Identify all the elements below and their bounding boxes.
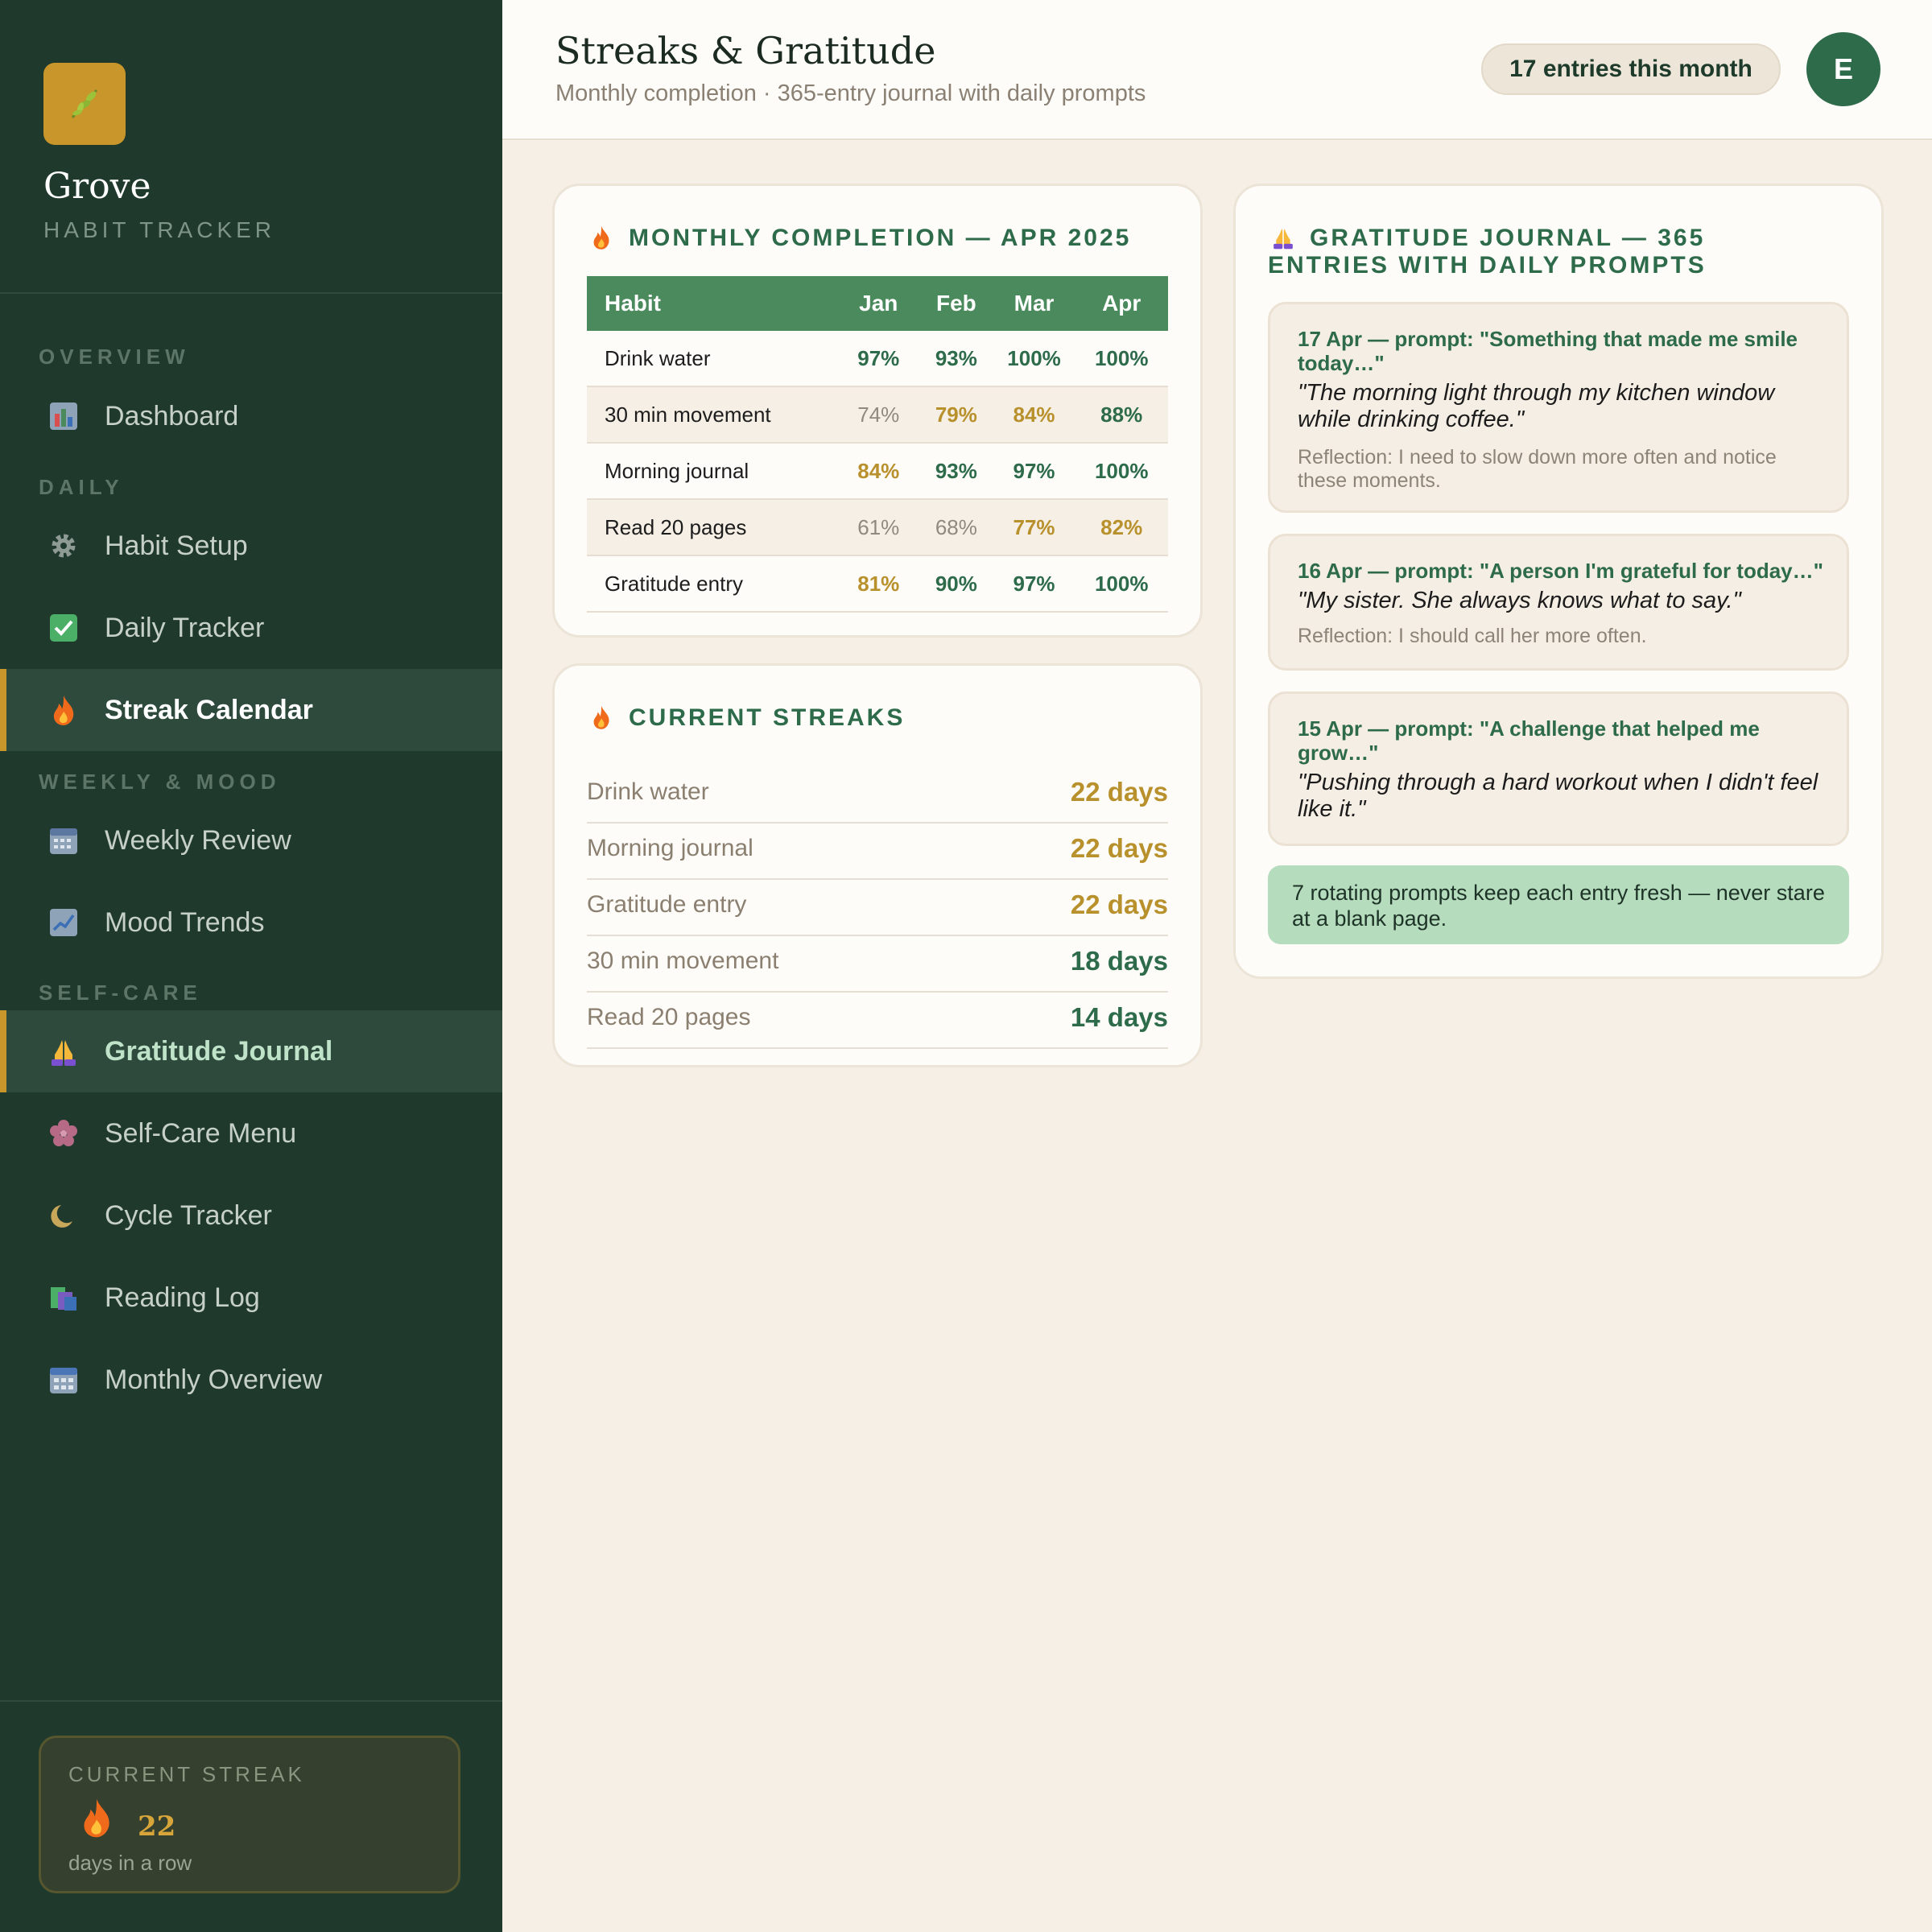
sidebar-divider bbox=[0, 1700, 502, 1702]
sidebar-item-label: Daily Tracker bbox=[105, 612, 265, 643]
section-label-self-care: SELF-CARE bbox=[39, 980, 202, 1005]
completion-value-cell: 84% bbox=[837, 443, 919, 499]
streak-days-value: 14 days bbox=[1070, 1002, 1168, 1032]
completion-value-cell: 61% bbox=[837, 499, 919, 555]
sidebar-item-daily-tracker[interactable] bbox=[0, 587, 502, 669]
completion-value-cell: 82% bbox=[1075, 499, 1168, 555]
fire-icon bbox=[47, 693, 80, 727]
sidebar-item-label: Weekly Review bbox=[105, 824, 291, 856]
habit-name-cell: Gratitude entry bbox=[587, 555, 837, 612]
streak-days-value: 22 days bbox=[1070, 833, 1168, 863]
sidebar-item-self-care-menu[interactable] bbox=[0, 1092, 502, 1174]
completion-value-cell: 100% bbox=[993, 331, 1075, 386]
completion-value-cell: 77% bbox=[993, 499, 1075, 555]
table-row bbox=[587, 331, 1168, 386]
habit-name-cell: Read 20 pages bbox=[587, 499, 837, 555]
entry-prompt: 15 Apr — prompt: "A challenge that helped me grow…" bbox=[1298, 716, 1760, 765]
brand-subtitle: HABIT TRACKER bbox=[43, 217, 276, 242]
sidebar-item-label: Habit Setup bbox=[105, 530, 248, 561]
current-streak-widget bbox=[39, 1736, 460, 1893]
fire-icon bbox=[78, 1796, 115, 1839]
current-streak-label: CURRENT STREAK bbox=[68, 1762, 305, 1786]
column-header: Apr bbox=[1075, 276, 1168, 331]
streak-row bbox=[587, 878, 1168, 936]
completion-value-cell: 100% bbox=[1075, 555, 1168, 612]
completion-value-cell: 100% bbox=[1075, 331, 1168, 386]
sidebar-item-label: Mood Trends bbox=[105, 906, 265, 938]
brand-name: Grove bbox=[43, 166, 151, 207]
trend-chart-icon bbox=[47, 906, 80, 939]
sidebar-item-label: Self-Care Menu bbox=[105, 1117, 297, 1149]
sidebar bbox=[0, 0, 502, 1932]
sidebar-item-mood-trends[interactable] bbox=[0, 881, 502, 964]
header bbox=[502, 0, 1932, 140]
column-header: Habit bbox=[587, 276, 837, 331]
habit-name-cell: Drink water bbox=[587, 331, 837, 386]
sidebar-item-reading-log[interactable] bbox=[0, 1257, 502, 1339]
table-row bbox=[587, 555, 1168, 612]
section-label-daily: DAILY bbox=[39, 475, 124, 499]
table-row bbox=[587, 499, 1168, 555]
column-header: Feb bbox=[919, 276, 993, 331]
completion-value-cell: 88% bbox=[1075, 386, 1168, 443]
praying-hands-icon bbox=[47, 1034, 80, 1068]
entry-reflection: Reflection: I need to slow down more often and notice these moments. bbox=[1298, 446, 1777, 492]
streak-row bbox=[587, 991, 1168, 1049]
entry-reflection: Reflection: I should call her more often. bbox=[1298, 625, 1647, 647]
page-title: Streaks & Gratitude bbox=[555, 29, 936, 72]
checkmark-icon bbox=[47, 611, 80, 645]
current-streak-caption: days in a row bbox=[68, 1851, 192, 1875]
completion-value-cell: 97% bbox=[993, 555, 1075, 612]
entries-count-badge: 17 entries this month bbox=[1481, 43, 1781, 95]
sidebar-item-label: Dashboard bbox=[105, 400, 239, 431]
table-header-row bbox=[587, 276, 1168, 331]
sidebar-item-gratitude-journal[interactable] bbox=[0, 1010, 502, 1092]
sidebar-item-streak-calendar[interactable] bbox=[0, 669, 502, 751]
streak-row bbox=[587, 766, 1168, 824]
table-row bbox=[587, 443, 1168, 499]
monthly-completion-title: MONTHLY COMPLETION — APR 2025 bbox=[629, 225, 1132, 251]
sidebar-item-label: Streak Calendar bbox=[105, 694, 313, 725]
streak-days-value: 22 days bbox=[1070, 890, 1168, 919]
completion-value-cell: 84% bbox=[993, 386, 1075, 443]
monthly-completion-card bbox=[552, 184, 1203, 638]
page-subtitle: Monthly completion · 365-entry journal with daily prompts bbox=[555, 80, 1146, 106]
fire-icon bbox=[590, 704, 613, 730]
completion-value-cell: 90% bbox=[919, 555, 993, 612]
sidebar-item-label: Cycle Tracker bbox=[105, 1199, 272, 1231]
streak-row bbox=[587, 935, 1168, 993]
sidebar-divider bbox=[0, 292, 502, 294]
calendar-grid-icon bbox=[47, 1363, 80, 1397]
streak-habit-name: Morning journal bbox=[587, 835, 753, 861]
streak-days-value: 22 days bbox=[1070, 777, 1168, 807]
completion-value-cell: 100% bbox=[1075, 443, 1168, 499]
sidebar-item-label: Gratitude Journal bbox=[105, 1035, 333, 1067]
column-header: Jan bbox=[837, 276, 919, 331]
sidebar-item-label: Monthly Overview bbox=[105, 1364, 323, 1395]
sidebar-item-cycle-tracker[interactable] bbox=[0, 1174, 502, 1257]
bar-chart-icon bbox=[47, 399, 80, 433]
habit-name-cell: 30 min movement bbox=[587, 386, 837, 443]
entry-quote: "My sister. She always knows what to say." bbox=[1298, 588, 1741, 613]
streak-habit-name: Drink water bbox=[587, 778, 709, 805]
calendar-icon bbox=[47, 824, 80, 857]
completion-value-cell: 97% bbox=[837, 331, 919, 386]
completion-value-cell: 93% bbox=[919, 331, 993, 386]
completion-value-cell: 97% bbox=[993, 443, 1075, 499]
moon-icon bbox=[47, 1199, 80, 1232]
gratitude-journal-title: GRATITUDE JOURNAL — 365 ENTRIES WITH DAILY PROMPTS bbox=[1268, 225, 1707, 279]
entry-prompt: 16 Apr — prompt: "A person I'm grateful for today…" bbox=[1298, 559, 1823, 583]
prompts-info-note: 7 rotating prompts keep each entry fresh — never stare at a blank page. bbox=[1268, 865, 1849, 944]
sidebar-item-label: Reading Log bbox=[105, 1282, 260, 1313]
current-streak-value: 22 bbox=[138, 1810, 176, 1843]
completion-value-cell: 93% bbox=[919, 443, 993, 499]
books-icon bbox=[47, 1281, 80, 1315]
section-label-overview: OVERVIEW bbox=[39, 345, 190, 369]
habit-name-cell: Morning journal bbox=[587, 443, 837, 499]
streak-days-value: 18 days bbox=[1070, 946, 1168, 976]
completion-value-cell: 74% bbox=[837, 386, 919, 443]
sidebar-item-dashboard[interactable] bbox=[0, 375, 502, 457]
leaf-icon bbox=[64, 84, 105, 124]
brand-logo[interactable] bbox=[43, 63, 126, 145]
journal-entry[interactable] bbox=[1268, 302, 1849, 513]
journal-entry[interactable] bbox=[1268, 534, 1849, 671]
table-row bbox=[587, 386, 1168, 443]
gratitude-journal-card bbox=[1233, 184, 1884, 979]
section-label-weekly-mood: WEEKLY & MOOD bbox=[39, 770, 281, 794]
entry-prompt: 17 Apr — prompt: "Something that made me smile today…" bbox=[1298, 327, 1798, 375]
sidebar-item-weekly-review[interactable] bbox=[0, 799, 502, 881]
completion-table bbox=[587, 276, 1168, 613]
streak-habit-name: Read 20 pages bbox=[587, 1004, 751, 1030]
streak-habit-name: 30 min movement bbox=[587, 947, 779, 974]
flower-icon bbox=[47, 1117, 80, 1150]
fire-icon bbox=[590, 225, 613, 250]
current-streaks-title: CURRENT STREAKS bbox=[629, 704, 906, 731]
entry-quote: "Pushing through a hard workout when I didn't feel like it." bbox=[1298, 770, 1818, 822]
completion-value-cell: 81% bbox=[837, 555, 919, 612]
streak-row bbox=[587, 822, 1168, 880]
streak-habit-name: Gratitude entry bbox=[587, 891, 747, 918]
sidebar-item-habit-setup[interactable] bbox=[0, 505, 502, 587]
current-streaks-card bbox=[552, 663, 1203, 1067]
column-header: Mar bbox=[993, 276, 1075, 331]
sidebar-item-monthly-overview[interactable] bbox=[0, 1339, 502, 1421]
avatar[interactable]: E bbox=[1806, 32, 1880, 106]
gear-icon bbox=[47, 529, 80, 563]
entry-quote: "The morning light through my kitchen window while drinking coffee." bbox=[1298, 380, 1775, 432]
completion-value-cell: 68% bbox=[919, 499, 993, 555]
completion-value-cell: 79% bbox=[919, 386, 993, 443]
journal-entry[interactable] bbox=[1268, 691, 1849, 846]
